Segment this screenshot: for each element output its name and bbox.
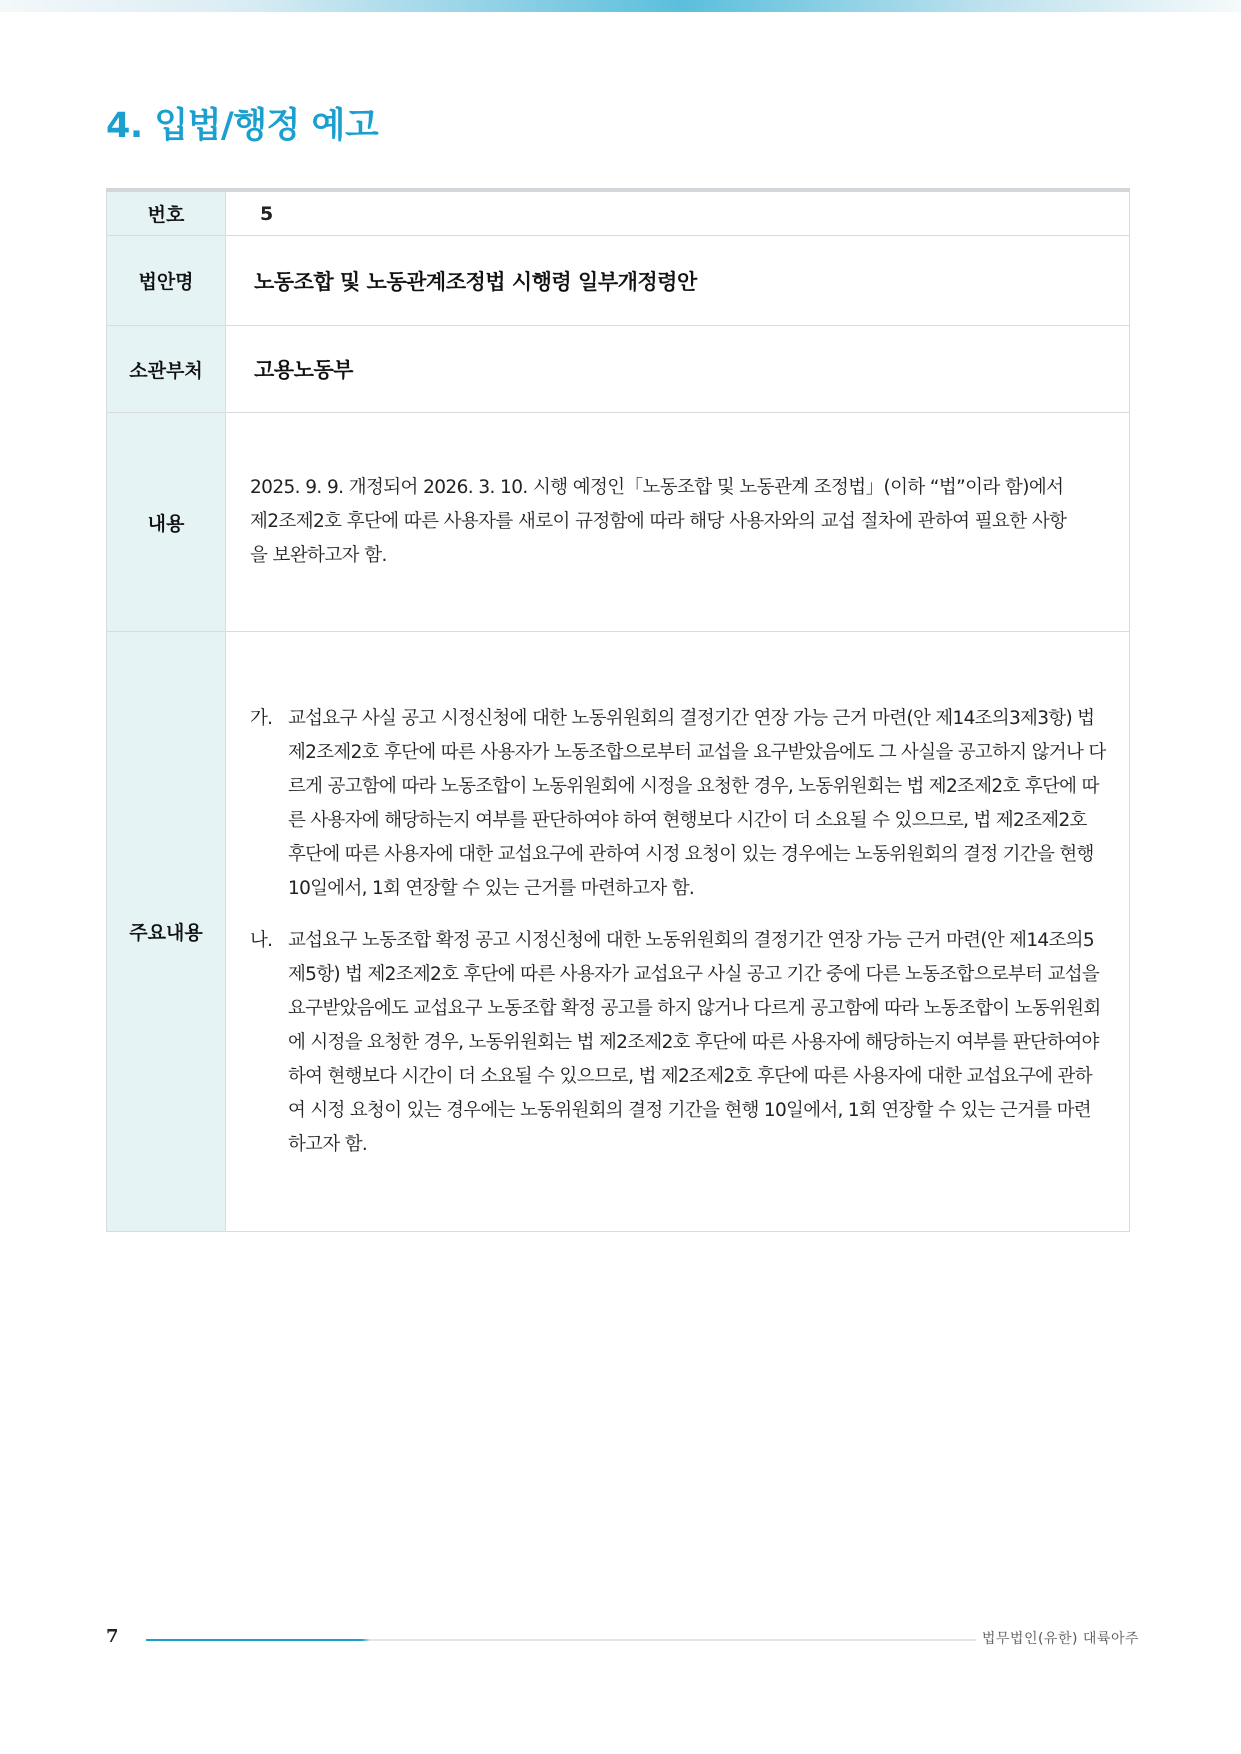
footer-divider (146, 1639, 976, 1641)
item-marker: 나. (250, 929, 273, 951)
content-cell (226, 413, 1130, 632)
content-label: 내용 (107, 413, 226, 632)
number-value: 5 (226, 190, 1130, 236)
top-decorative-band (0, 0, 1241, 12)
list-item (250, 702, 1129, 906)
bill-name-value: 노동조합 및 노동관계조정법 시행령 일부개정령안 (226, 236, 1130, 326)
main-content-label: 주요내용 (107, 632, 226, 1232)
firm-name: 법무법인(유한) 대륙아주 (981, 1631, 1139, 1647)
table-row (107, 236, 1130, 326)
section-title: 4. 입법/행정 예고 (106, 106, 379, 146)
item-text: 교섭요구 노동조합 확정 공고 시정신청에 대한 노동위원회의 결정기간 연장 가능 근거 마련(안 제14조의5제5항) 법 제2조제2호 후단에 따른 사용자가 교섭요구 사실 공고 기간 중에 다른 노동조합으로부터 교섭을 요구받았음에도 교섭요구 노동조합 확정 공고를 하지 않거나 다르게 공고함에 따라 노동조합이 노동위원회에 시정을 요청한 경우, 노동위원회는 법 제2조제2호 후단에 따른 사용자에 해당하는지 여부를 판단하여야 하여 현행보다 시간이 더 소요될 수 있으므로, 법 제2조제2호 후단에 따른 사용자에 대한 교섭요구에 관하여 시정 요청이 있는 경우에는 노동위원회의 결정 기간을 현행 10일에서, 1회 연장할 수 있는 근거를 마련하고자 함. (288, 929, 1101, 1155)
ministry-label: 소관부처 (107, 326, 226, 413)
table-row (107, 326, 1130, 413)
page-number: 7 (106, 1626, 119, 1647)
item-marker: 가. (250, 707, 273, 729)
table-row (107, 413, 1130, 632)
list-item (250, 924, 1129, 1162)
bill-info-table (106, 188, 1130, 1232)
main-content-cell (226, 632, 1130, 1232)
number-label: 번호 (107, 190, 226, 236)
table-row (107, 632, 1130, 1232)
ministry-value: 고용노동부 (226, 326, 1130, 413)
content-value: 2025. 9. 9. 개정되어 2026. 3. 10. 시행 예정인「노동조합 및 노동관계 조정법」(이하 “법”이라 함)에서 제2조제2호 후단에 따른 사용자를 새로이 규정함에 따라 해당 사용자와의 교섭 절차에 관하여 필요한 사항을 보완하고자 함. (250, 477, 1067, 566)
item-text: 교섭요구 사실 공고 시정신청에 대한 노동위원회의 결정기간 연장 가능 근거 마련(안 제14조의3제3항) 법 제2조제2호 후단에 따른 사용자가 노동조합으로부터 교섭을 요구받았음에도 그 사실을 공고하지 않거나 다르게 공고함에 따라 노동조합이 노동위원회에 시정을 요청한 경우, 노동위원회는 법 제2조제2호 후단에 따른 사용자에 해당하는지 여부를 판단하여야 하여 현행보다 시간이 더 소요될 수 있으므로, 법 제2조제2호 후단에 따른 사용자에 대한 교섭요구에 관하여 시정 요청이 있는 경우에는 노동위원회의 결정 기간을 현행 10일에서, 1회 연장할 수 있는 근거를 마련하고자 함. (288, 707, 1106, 899)
table-row (107, 190, 1130, 236)
bill-name-label: 법안명 (107, 236, 226, 326)
